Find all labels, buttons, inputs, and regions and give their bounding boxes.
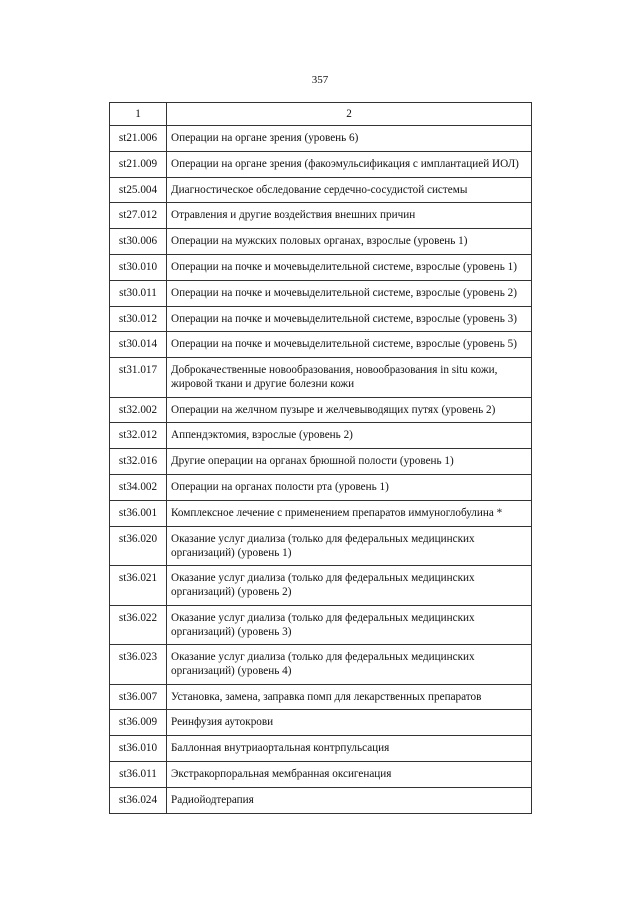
table-row xyxy=(110,151,532,177)
row-code: st36.010 xyxy=(110,736,167,762)
row-description: Радиойодтерапия xyxy=(167,787,532,813)
table-row xyxy=(110,177,532,203)
table-row xyxy=(110,684,532,710)
row-description: Баллонная внутриаортальная контрпульсация xyxy=(167,736,532,762)
table-row xyxy=(110,475,532,501)
table-row xyxy=(110,500,532,526)
row-description: Реинфузия аутокрови xyxy=(167,710,532,736)
table-row xyxy=(110,254,532,280)
table-row xyxy=(110,332,532,358)
table-row xyxy=(110,126,532,152)
table-row xyxy=(110,203,532,229)
row-code: st36.021 xyxy=(110,566,167,606)
table-header-row xyxy=(110,103,532,126)
row-description: Операции на органе зрения (факоэмульсификация с имплантацией ИОЛ) xyxy=(167,151,532,177)
row-code: st36.023 xyxy=(110,645,167,685)
table-row xyxy=(110,736,532,762)
row-description: Оказание услуг диализа (только для федеральных медицинских организаций) (уровень 2) xyxy=(167,566,532,606)
row-description: Аппендэктомия, взрослые (уровень 2) xyxy=(167,423,532,449)
table-row xyxy=(110,423,532,449)
row-description: Оказание услуг диализа (только для федеральных медицинских организаций) (уровень 3) xyxy=(167,605,532,645)
row-description: Оказание услуг диализа (только для федеральных медицинских организаций) (уровень 4) xyxy=(167,645,532,685)
row-description: Операции на органах полости рта (уровень 1) xyxy=(167,475,532,501)
table-row xyxy=(110,710,532,736)
row-description: Операции на органе зрения (уровень 6) xyxy=(167,126,532,152)
table-row xyxy=(110,605,532,645)
row-code: st36.022 xyxy=(110,605,167,645)
row-description: Другие операции на органах брюшной полости (уровень 1) xyxy=(167,449,532,475)
row-code: st34.002 xyxy=(110,475,167,501)
row-code: st30.014 xyxy=(110,332,167,358)
row-description: Доброкачественные новообразования, новообразования in situ кожи, жировой ткани и другие болезни кожи xyxy=(167,358,532,398)
column-header-2: 2 xyxy=(167,103,532,126)
table-row xyxy=(110,526,532,566)
table-row xyxy=(110,762,532,788)
row-code: st30.012 xyxy=(110,306,167,332)
row-description: Операции на желчном пузыре и желчевыводящих путях (уровень 2) xyxy=(167,397,532,423)
row-code: st27.012 xyxy=(110,203,167,229)
row-code: st32.016 xyxy=(110,449,167,475)
table-row xyxy=(110,306,532,332)
row-code: st30.011 xyxy=(110,280,167,306)
row-description: Операции на почке и мочевыделительной системе, взрослые (уровень 2) xyxy=(167,280,532,306)
row-code: st36.009 xyxy=(110,710,167,736)
table-row xyxy=(110,645,532,685)
row-code: st36.001 xyxy=(110,500,167,526)
row-code: st36.007 xyxy=(110,684,167,710)
table-row xyxy=(110,397,532,423)
table-row xyxy=(110,566,532,606)
row-code: st31.017 xyxy=(110,358,167,398)
row-code: st36.011 xyxy=(110,762,167,788)
row-code: st21.006 xyxy=(110,126,167,152)
row-description: Экстракорпоральная мембранная оксигенация xyxy=(167,762,532,788)
row-code: st30.010 xyxy=(110,254,167,280)
row-description: Установка, замена, заправка помп для лекарственных препаратов xyxy=(167,684,532,710)
row-code: st32.002 xyxy=(110,397,167,423)
table-row xyxy=(110,787,532,813)
row-code: st36.024 xyxy=(110,787,167,813)
row-description: Диагностическое обследование сердечно-сосудистой системы xyxy=(167,177,532,203)
page-number: 357 xyxy=(311,74,329,86)
row-description: Комплексное лечение с применением препаратов иммуноглобулина * xyxy=(167,500,532,526)
row-code: st32.012 xyxy=(110,423,167,449)
column-header-1: 1 xyxy=(110,103,167,126)
row-code: st36.020 xyxy=(110,526,167,566)
table-row xyxy=(110,229,532,255)
row-code: st21.009 xyxy=(110,151,167,177)
row-description: Операции на почке и мочевыделительной системе, взрослые (уровень 5) xyxy=(167,332,532,358)
table-row xyxy=(110,358,532,398)
codes-table xyxy=(109,102,532,814)
row-code: st25.004 xyxy=(110,177,167,203)
table-row xyxy=(110,449,532,475)
row-code: st30.006 xyxy=(110,229,167,255)
table-row xyxy=(110,280,532,306)
row-description: Оказание услуг диализа (только для федеральных медицинских организаций) (уровень 1) xyxy=(167,526,532,566)
row-description: Операции на почке и мочевыделительной системе, взрослые (уровень 3) xyxy=(167,306,532,332)
row-description: Операции на почке и мочевыделительной системе, взрослые (уровень 1) xyxy=(167,254,532,280)
row-description: Отравления и другие воздействия внешних причин xyxy=(167,203,532,229)
row-description: Операции на мужских половых органах, взрослые (уровень 1) xyxy=(167,229,532,255)
